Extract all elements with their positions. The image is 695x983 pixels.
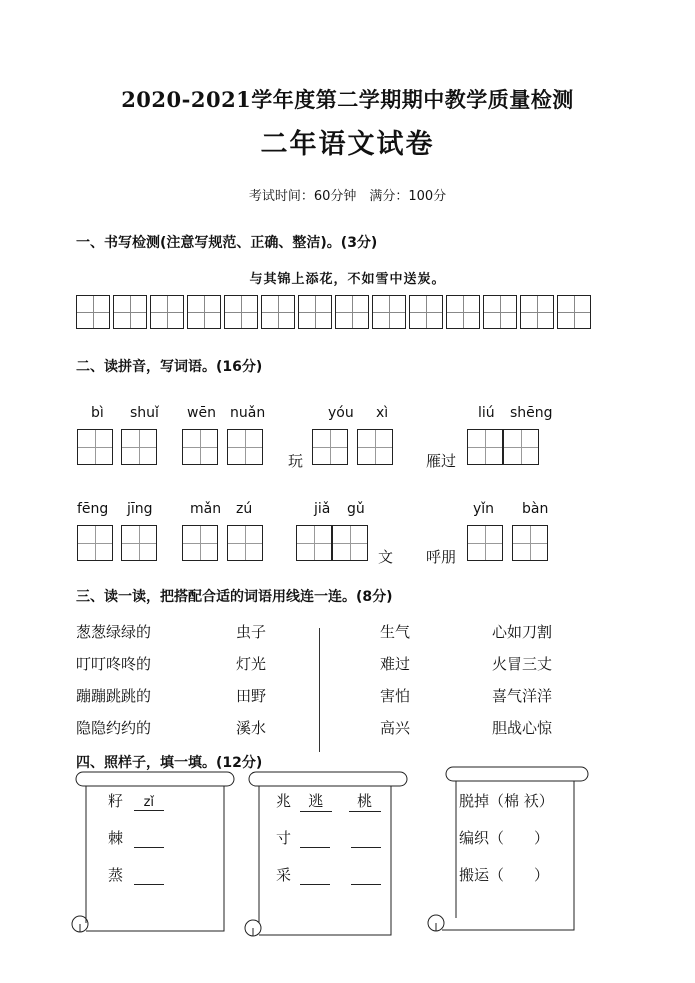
- answer-cell[interactable]: [357, 429, 393, 465]
- match-item[interactable]: 溪水: [236, 719, 267, 737]
- writing-cell[interactable]: [483, 295, 517, 329]
- pinyin: zú: [236, 501, 253, 517]
- section4-heading: 四、照样子，填一填。(12分): [76, 755, 263, 771]
- scroll1-row: [108, 827, 164, 848]
- answer-cell[interactable]: [312, 429, 348, 465]
- writing-cell[interactable]: [335, 295, 369, 329]
- match-item[interactable]: 隐隐约约的: [76, 719, 152, 737]
- scroll-example: zǐ: [134, 795, 164, 811]
- scroll2-row: [276, 790, 381, 812]
- scroll-char: 棘: [108, 829, 124, 847]
- answer-cells[interactable]: [227, 525, 263, 561]
- writing-cell[interactable]: [409, 295, 443, 329]
- answer-cell[interactable]: [332, 525, 368, 561]
- given-word: 雁过: [426, 452, 457, 470]
- match-item[interactable]: 喜气洋洋: [492, 687, 553, 705]
- writing-cell[interactable]: [224, 295, 258, 329]
- pinyin: shuǐ: [130, 405, 159, 421]
- writing-cell[interactable]: [557, 295, 591, 329]
- writing-cell[interactable]: [76, 295, 110, 329]
- match-item[interactable]: 灯光: [236, 655, 267, 673]
- answer-blank[interactable]: [134, 870, 164, 885]
- match-item[interactable]: 胆战心惊: [492, 719, 553, 737]
- answer-cell[interactable]: [227, 429, 263, 465]
- pinyin: mǎn: [190, 501, 222, 517]
- writing-cell[interactable]: [520, 295, 554, 329]
- match-item[interactable]: 高兴: [380, 719, 411, 737]
- exam-meta: 考试时间：60分钟 满分：100分: [248, 189, 447, 204]
- answer-cell[interactable]: [227, 525, 263, 561]
- answer-cell[interactable]: [121, 525, 157, 561]
- writing-cell[interactable]: [298, 295, 332, 329]
- scroll1-row: [108, 790, 164, 811]
- paper-title: 二年语文试卷: [260, 129, 435, 160]
- answer-cells[interactable]: [182, 525, 218, 561]
- scroll3-row[interactable]: 搬运（ ）: [459, 866, 550, 884]
- answer-cell[interactable]: [296, 525, 332, 561]
- match-item[interactable]: 生气: [380, 623, 411, 641]
- answer-cell[interactable]: [182, 429, 218, 465]
- match-item[interactable]: 田野: [236, 687, 267, 705]
- answer-cell[interactable]: [503, 429, 539, 465]
- pinyin: liú: [478, 405, 495, 421]
- section1-heading: 一、书写检测(注意写规范、正确、整洁)。(3分): [76, 235, 378, 251]
- writing-cell[interactable]: [446, 295, 480, 329]
- answer-cells[interactable]: [77, 525, 113, 561]
- answer-cells[interactable]: [296, 525, 368, 561]
- given-word: 文: [378, 548, 394, 566]
- scroll-example: 桃: [349, 790, 381, 812]
- match-item[interactable]: 蹦蹦跳跳的: [76, 687, 152, 705]
- pinyin: bì: [91, 405, 104, 421]
- match-item[interactable]: 心如刀割: [492, 623, 553, 641]
- answer-blank[interactable]: [351, 833, 381, 848]
- answer-blank[interactable]: [134, 833, 164, 848]
- scroll-char: 采: [276, 866, 292, 884]
- answer-cells[interactable]: [77, 429, 113, 465]
- pinyin: fēng: [77, 501, 109, 517]
- scroll-char: 兆: [276, 792, 292, 810]
- given-word: 玩: [288, 452, 304, 470]
- pinyin: jiǎ: [314, 501, 331, 517]
- answer-cells[interactable]: [182, 429, 218, 465]
- match-item[interactable]: 葱葱绿绿的: [76, 623, 152, 641]
- scroll-char: 寸: [276, 829, 292, 847]
- answer-cell[interactable]: [467, 429, 503, 465]
- pinyin: gǔ: [347, 501, 365, 517]
- answer-cells[interactable]: [512, 525, 548, 561]
- answer-cells[interactable]: [121, 429, 157, 465]
- match-item[interactable]: 难过: [380, 655, 411, 673]
- answer-cell[interactable]: [182, 525, 218, 561]
- given-word: 呼朋: [426, 548, 457, 566]
- pinyin: nuǎn: [230, 405, 266, 421]
- match-item[interactable]: 虫子: [236, 623, 267, 641]
- answer-cells[interactable]: [312, 429, 348, 465]
- answer-cell[interactable]: [77, 525, 113, 561]
- scroll-char: 籽: [108, 792, 124, 810]
- answer-cells[interactable]: [467, 429, 539, 465]
- copy-sentence: 与其锦上添花，不如雪中送炭。: [249, 272, 446, 287]
- answer-cells[interactable]: [121, 525, 157, 561]
- section3-heading: 三、读一读，把搭配合适的词语用线连一连。(8分): [76, 589, 393, 605]
- pinyin: yóu: [328, 405, 354, 421]
- match-item[interactable]: 叮叮咚咚的: [76, 655, 152, 673]
- scroll2-row: [276, 827, 381, 848]
- answer-cells[interactable]: [357, 429, 393, 465]
- writing-cell[interactable]: [187, 295, 221, 329]
- exam-title: 2020-2021学年度第二学期期中教学质量检测: [121, 87, 574, 112]
- pinyin: jīng: [127, 501, 153, 517]
- divider: [319, 628, 320, 752]
- answer-cell[interactable]: [121, 429, 157, 465]
- writing-cell[interactable]: [261, 295, 295, 329]
- pinyin: bàn: [522, 501, 549, 517]
- writing-cell[interactable]: [113, 295, 147, 329]
- scroll1-row: [108, 864, 164, 885]
- pinyin: yǐn: [473, 501, 495, 517]
- answer-blank[interactable]: [351, 870, 381, 885]
- match-item[interactable]: 火冒三丈: [492, 655, 553, 673]
- pinyin: shēng: [510, 405, 553, 421]
- scroll3-row[interactable]: 编织（ ）: [459, 829, 550, 847]
- answer-cell[interactable]: [512, 525, 548, 561]
- scroll-char: 蒸: [108, 866, 124, 884]
- answer-cells[interactable]: [467, 525, 503, 561]
- pinyin: xì: [376, 405, 389, 421]
- section2-heading: 二、读拼音，写词语。(16分): [76, 359, 263, 375]
- writing-cell[interactable]: [372, 295, 406, 329]
- answer-cell[interactable]: [467, 525, 503, 561]
- scroll3-row: 脱掉（棉 袄）: [459, 792, 554, 810]
- answer-cells[interactable]: [227, 429, 263, 465]
- match-item[interactable]: 害怕: [380, 687, 411, 705]
- scroll2-row: [276, 864, 381, 885]
- scroll-example: 逃: [300, 790, 332, 812]
- writing-cell[interactable]: [150, 295, 184, 329]
- answer-blank[interactable]: [300, 833, 330, 848]
- pinyin: wēn: [187, 405, 216, 421]
- writing-grid[interactable]: [76, 295, 591, 329]
- answer-blank[interactable]: [300, 870, 330, 885]
- answer-cell[interactable]: [77, 429, 113, 465]
